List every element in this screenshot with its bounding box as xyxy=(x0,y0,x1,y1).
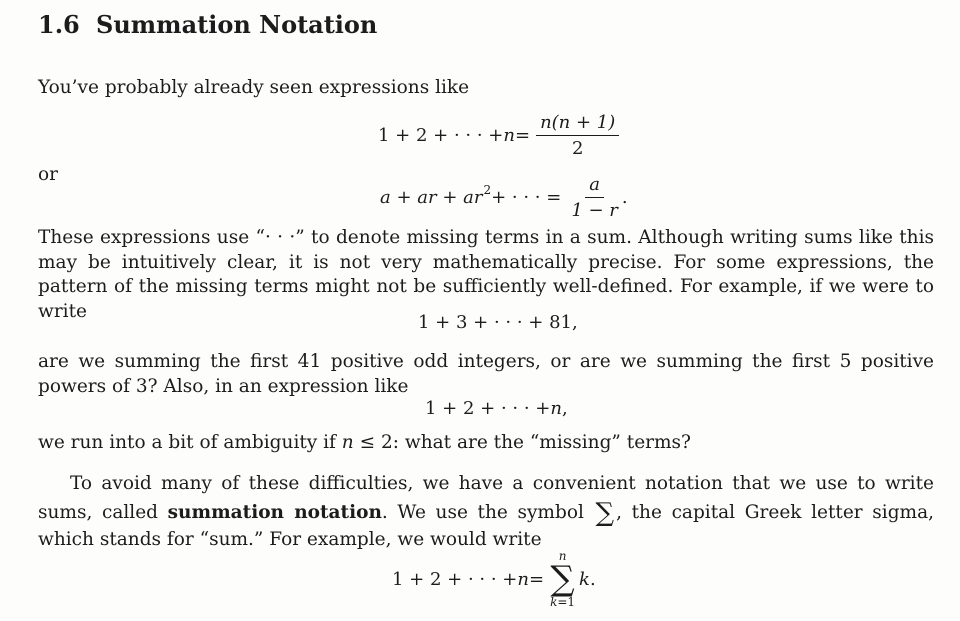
eq4-suffix: , xyxy=(561,398,568,419)
intro-paragraph: You’ve probably already seen expressions like xyxy=(38,77,470,98)
eq4-prefix: 1 + 2 + · · · + xyxy=(425,398,551,419)
eq2-exponent: 2 xyxy=(483,182,492,197)
eq1-lhs-var: n xyxy=(503,125,515,146)
eq2-fraction xyxy=(567,174,622,221)
run-before: we run into a bit of ambiguity if xyxy=(38,432,342,453)
eq1-numerator: n(n + 1) xyxy=(536,112,619,136)
equation-sum-to-n xyxy=(425,398,568,419)
notation-term: summation notation xyxy=(167,502,382,523)
run-into-paragraph xyxy=(38,431,934,456)
sigma-lower-rest: =1 xyxy=(557,595,576,609)
or-paragraph: or xyxy=(38,164,58,185)
missing-terms-paragraph: These expressions use “· · ·” to denote missing terms in a sum. Although writing sums like this may be intuitively clear, it is not very mathematically precise. For some expressions, the pattern of the missing terms might not be sufficiently well-defined. For example, if we were to write xyxy=(38,227,934,322)
notation-middle: . We use the symbol xyxy=(381,502,594,523)
sigma-symbol-large: ∑ xyxy=(550,559,575,599)
section-number: 1.6 xyxy=(38,10,80,39)
eq1-denominator: 2 xyxy=(571,138,584,159)
equation-geometric-series xyxy=(380,174,628,221)
eq1-lhs: 1 + 2 + · · · + xyxy=(378,125,504,146)
run-relation: ≤ 2 xyxy=(353,432,393,453)
equation-triangular-sum xyxy=(378,112,619,159)
eq5-body: k xyxy=(579,568,590,590)
eq4-var: n xyxy=(550,398,562,419)
eq1-fraction xyxy=(536,112,619,159)
notation-end: , the capital Greek letter sigma, which stands for “sum.” For example, we would write xyxy=(38,502,934,550)
eq5-period: . xyxy=(589,568,596,590)
eq3-text: 1 + 3 + · · · + 81, xyxy=(418,312,578,333)
eq2-denominator: 1 − r xyxy=(571,200,618,221)
eq5-equals: = xyxy=(528,568,545,590)
eq2-lhs-end: + · · · = xyxy=(491,187,562,208)
equation-summation-example xyxy=(392,550,596,608)
notation-start: To avoid many of these difficulties, we have a convenient notation that we use to write sums, called xyxy=(38,473,934,523)
sigma-lower-limit xyxy=(550,596,575,608)
sigma-operator xyxy=(550,550,575,608)
run-after: : what are the “missing” terms? xyxy=(392,432,691,453)
summation-notation-paragraph xyxy=(38,470,934,553)
eq2-numerator: a xyxy=(585,174,604,198)
sigma-lower-var: k xyxy=(550,595,558,609)
section-title: Summation Notation xyxy=(96,10,378,39)
equation-odd-sum xyxy=(418,312,578,333)
sigma-symbol: ∑ xyxy=(595,498,615,528)
eq1-equals: = xyxy=(514,125,531,146)
eq2-period: . xyxy=(621,187,628,208)
ambiguity-paragraph: are we summing the first 41 positive odd integers, or are we summing the first 5 positive powers of 3? Also, in an expression like xyxy=(38,351,934,397)
eq5-lhs: 1 + 2 + · · · + xyxy=(392,568,518,590)
sigma-upper-limit: n xyxy=(558,549,567,563)
eq2-lhs: a + ar + ar xyxy=(380,187,483,208)
section-heading xyxy=(38,10,377,39)
run-var: n xyxy=(341,432,354,453)
eq5-lhs-var: n xyxy=(517,568,529,590)
